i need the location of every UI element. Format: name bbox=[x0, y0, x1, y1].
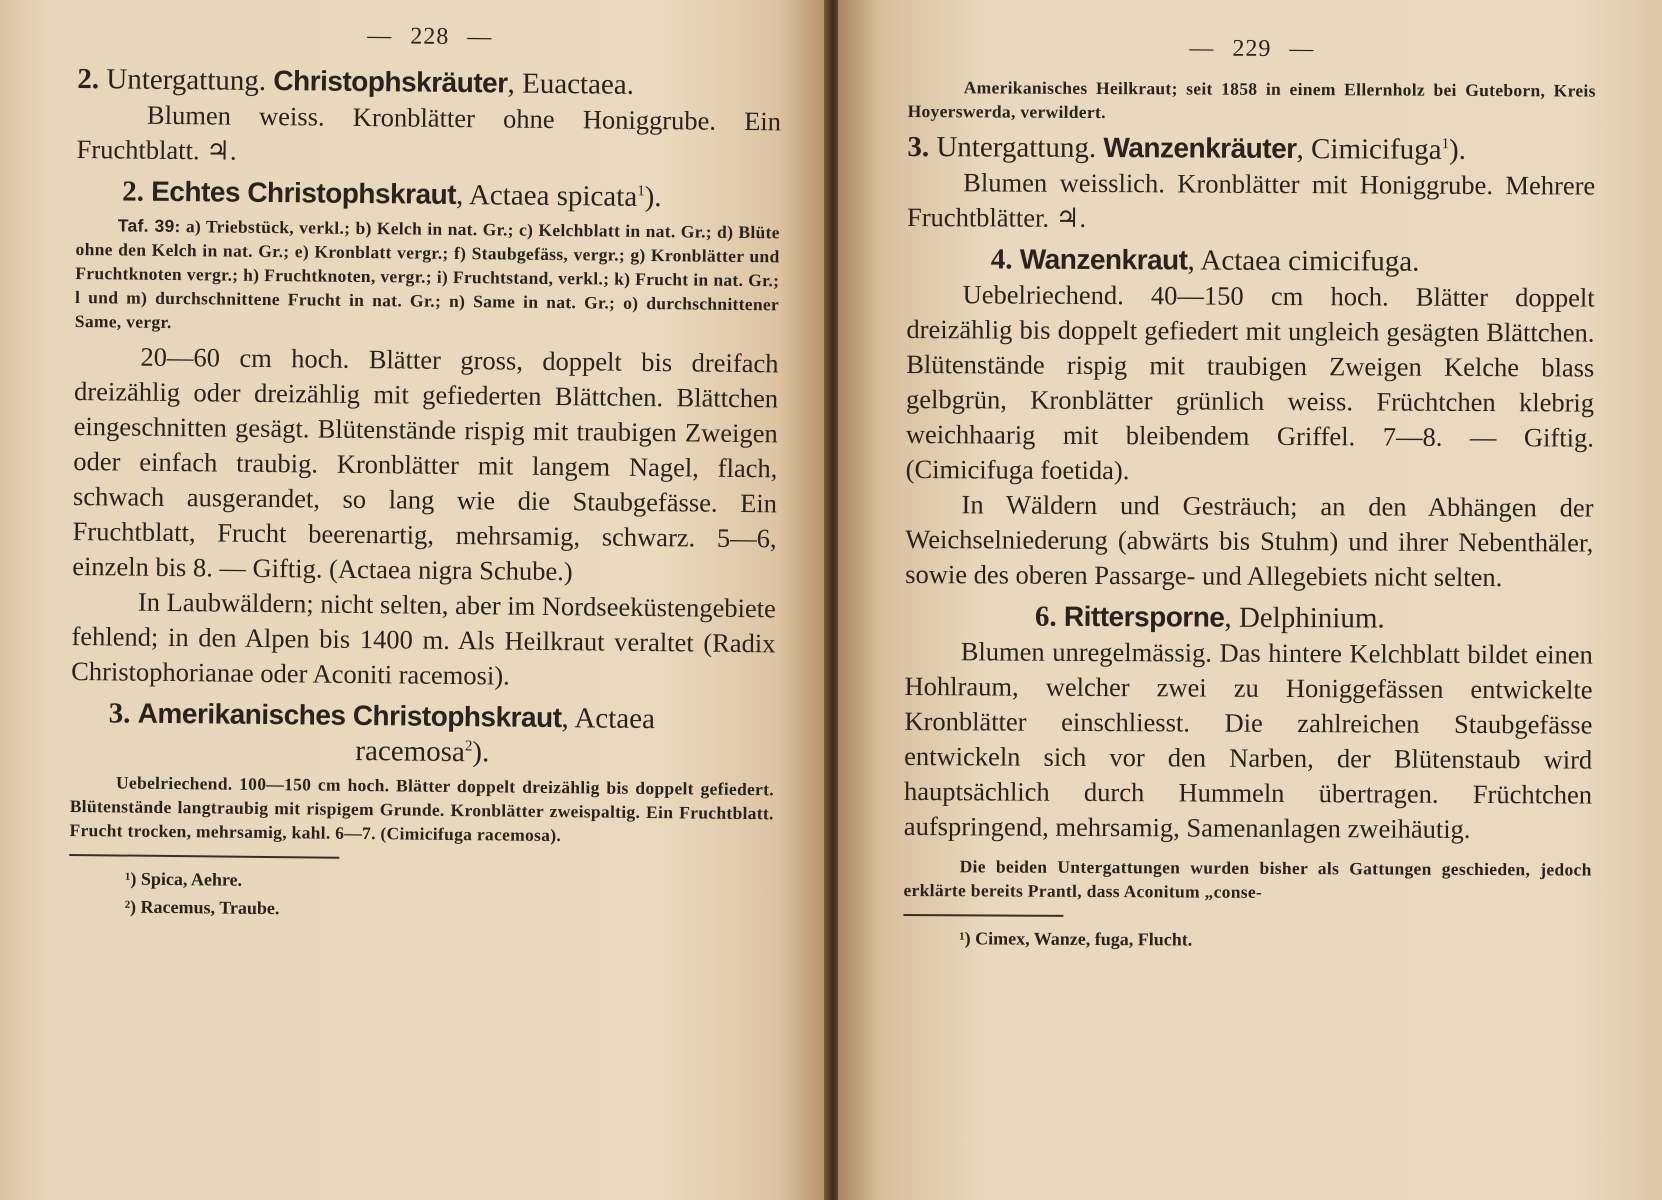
species-tail: ). bbox=[644, 180, 662, 214]
footnote: ¹) Spica, Aehre. bbox=[124, 868, 243, 890]
subgenus-description bbox=[76, 97, 781, 174]
species-heading bbox=[907, 241, 1595, 281]
species-tail: ). bbox=[472, 736, 490, 769]
subgenus-tail: ). bbox=[1448, 133, 1467, 166]
left-page bbox=[0, 0, 828, 1200]
species-heading bbox=[71, 695, 775, 738]
species-name: Amerikanisches Christophskraut bbox=[137, 697, 562, 734]
genus-note: Die beiden Untergattungen wurden bisher als Gattungen geschieden, jedoch erklärte bereits Prantl, dass Aconitum „conse- bbox=[903, 856, 1592, 902]
subgenus-label: Untergattung. bbox=[106, 63, 267, 97]
footnote-ref: 1 bbox=[637, 183, 645, 200]
species-heading-cont bbox=[70, 731, 774, 773]
footnote-divider bbox=[903, 914, 1063, 917]
genus-heading bbox=[905, 598, 1593, 638]
species-latin: , Actaea bbox=[561, 702, 656, 736]
species-habitat: In Laubwäldern; nicht selten, aber im Nordseeküstengebiete fehlend; in den Alpen bis 1400 m. Als Heilkraut veraltet (Radix Christophorianae oder Aconiti racemosi). bbox=[71, 586, 777, 691]
species-name: Echtes Christophskraut bbox=[151, 175, 457, 210]
footnote-ref: 1 bbox=[1441, 136, 1450, 153]
footnote: ²) Racemus, Traube. bbox=[124, 896, 280, 919]
species-habitat: In Wäldern und Gesträuch; an den Abhängen der Weichselniederung (abwärts bis Stuhm) und ihrer Nebenthäler, sowie des oberen Passarge- und Allegebiets nicht selten. bbox=[905, 489, 1594, 593]
species-number: 2. bbox=[122, 175, 145, 208]
genus-latin: , Delphinium. bbox=[1224, 601, 1385, 635]
footnote-divider bbox=[69, 854, 339, 859]
species-description: Uebelriechend. 40—150 cm hoch. Blätter doppelt dreizählig bis doppelt gefiedert mit ungleich gesägten Blättchen. Blütenstände rispig mit traubigen Zweigen Kelche blass gelbgrün, Kronblätter grünlich weiss. Früchtchen klebrig weichhaarig mit bleibendem Griffel. 7—8. — Giftig. (Cimicifuga foetida). bbox=[905, 279, 1595, 486]
species-latin-cont: racemosa bbox=[355, 734, 466, 769]
species-heading bbox=[76, 173, 780, 216]
page-number: — 228 — bbox=[367, 23, 493, 51]
plate-legend-text: : a) Triebstück, verkl.; b) Kelch in nat. Gr.; c) Kelchblatt in nat. Gr.; d) Blüte ohne den Kelch in nat. Gr.; e) Kronblatt vergr.; f) Staubgefäss, vergr.; g) Kronblätter und Fruchtknoten vergr.; h) Fruchtknoten, vergr.; i) Fruchtstand, verkl.; k) Frucht in nat. Gr.; l und m) durchschnittene Frucht in nat. Gr.; n) Same in nat. Gr.; o) durchschnittener Same, vergr. bbox=[74, 216, 780, 332]
plate-legend bbox=[75, 213, 780, 340]
plate-label: Taf. 39 bbox=[117, 215, 175, 237]
right-page bbox=[838, 0, 1662, 1200]
footnote-ref: 2 bbox=[464, 738, 473, 755]
page-number-value: 229 bbox=[1232, 35, 1272, 62]
footnote: ¹) Cimex, Wanze, fuga, Flucht. bbox=[959, 928, 1193, 950]
species-description: 20—60 cm hoch. Blätter gross, doppelt bis dreifach dreizählig oder dreizählig mit gefiederten Blättchen. Blättchen eingeschnitten gesägt. Blütenstände rispig mit traubigen Zweigen oder einfach traubig. Kronblätter mit langem Nagel, flach, schwach ausgerandet, so lang wie die Staubgefässe. Ein Fruchtblatt, Frucht beerenartig, mehrsamig, schwarz. 5—6, einzeln bis 8. — Giftig. (Actaea nigra Schube.) bbox=[72, 341, 779, 587]
subgenus-description-text: Blumen weiss. Kronblätter ohne Honiggrube. Ein Fruchtblatt. ♃. bbox=[76, 99, 782, 166]
genus-number: 6. bbox=[1034, 600, 1057, 633]
species-number: 3. bbox=[108, 697, 131, 730]
page-number: — 229 — bbox=[1189, 35, 1315, 63]
genus-description: Blumen unregelmässig. Das hintere Kelchblatt bildet einen Hohlraum, welcher zwei zu Honiggefässen entwickelte Kronblätter einschliesst. Die zahlreichen Staubgefässe entwickeln sich vor den Narben, der Blütenstaub wird hauptsächlich durch Hummeln übertragen. Früchtchen aufspringend, mehrsamig, Samenanlagen zweihäutig. bbox=[903, 636, 1593, 844]
subgenus-heading bbox=[907, 129, 1595, 169]
species-small-description: Uebelriechend. 100—150 cm hoch. Blätter doppelt dreizählig bis doppelt gefiedert. Blütenstände langtraubig mit rispigem Grunde. Kronblätter zweispaltig. Ein Fruchtblatt. Frucht trocken, mehrsamig, kahl. 6—7. (Cimicifuga racemosa). bbox=[69, 772, 775, 846]
subgenus-name: Christophskräuter bbox=[273, 65, 508, 99]
species-latin: , Actaea cimicifuga. bbox=[1187, 244, 1420, 278]
subgenus-number: 2. bbox=[77, 62, 100, 96]
subgenus-description: Blumen weisslich. Kronblätter mit Honiggrube. Mehrere Fruchtblätter. ♃. bbox=[906, 167, 1596, 233]
subgenus-latin: , Cimicifuga bbox=[1296, 133, 1442, 166]
subgenus-number: 3. bbox=[907, 130, 930, 164]
species-number: 4. bbox=[990, 243, 1013, 276]
subgenus-label: Untergattung. bbox=[936, 131, 1097, 164]
subgenus-name: Wanzenkräuter bbox=[1103, 132, 1297, 165]
genus-name: Rittersporne bbox=[1063, 600, 1225, 633]
species-latin: , Actaea spicata bbox=[455, 178, 638, 213]
subgenus-latin: , Euactaea. bbox=[507, 67, 635, 101]
species-name: Wanzenkraut bbox=[1019, 243, 1188, 276]
page-number-value: 228 bbox=[410, 23, 450, 50]
continued-text: Amerikanisches Heilkraut; seit 1858 in einem Ellernholz bei Guteborn, Kreis Hoyerswerda, verwildert. bbox=[907, 77, 1596, 123]
